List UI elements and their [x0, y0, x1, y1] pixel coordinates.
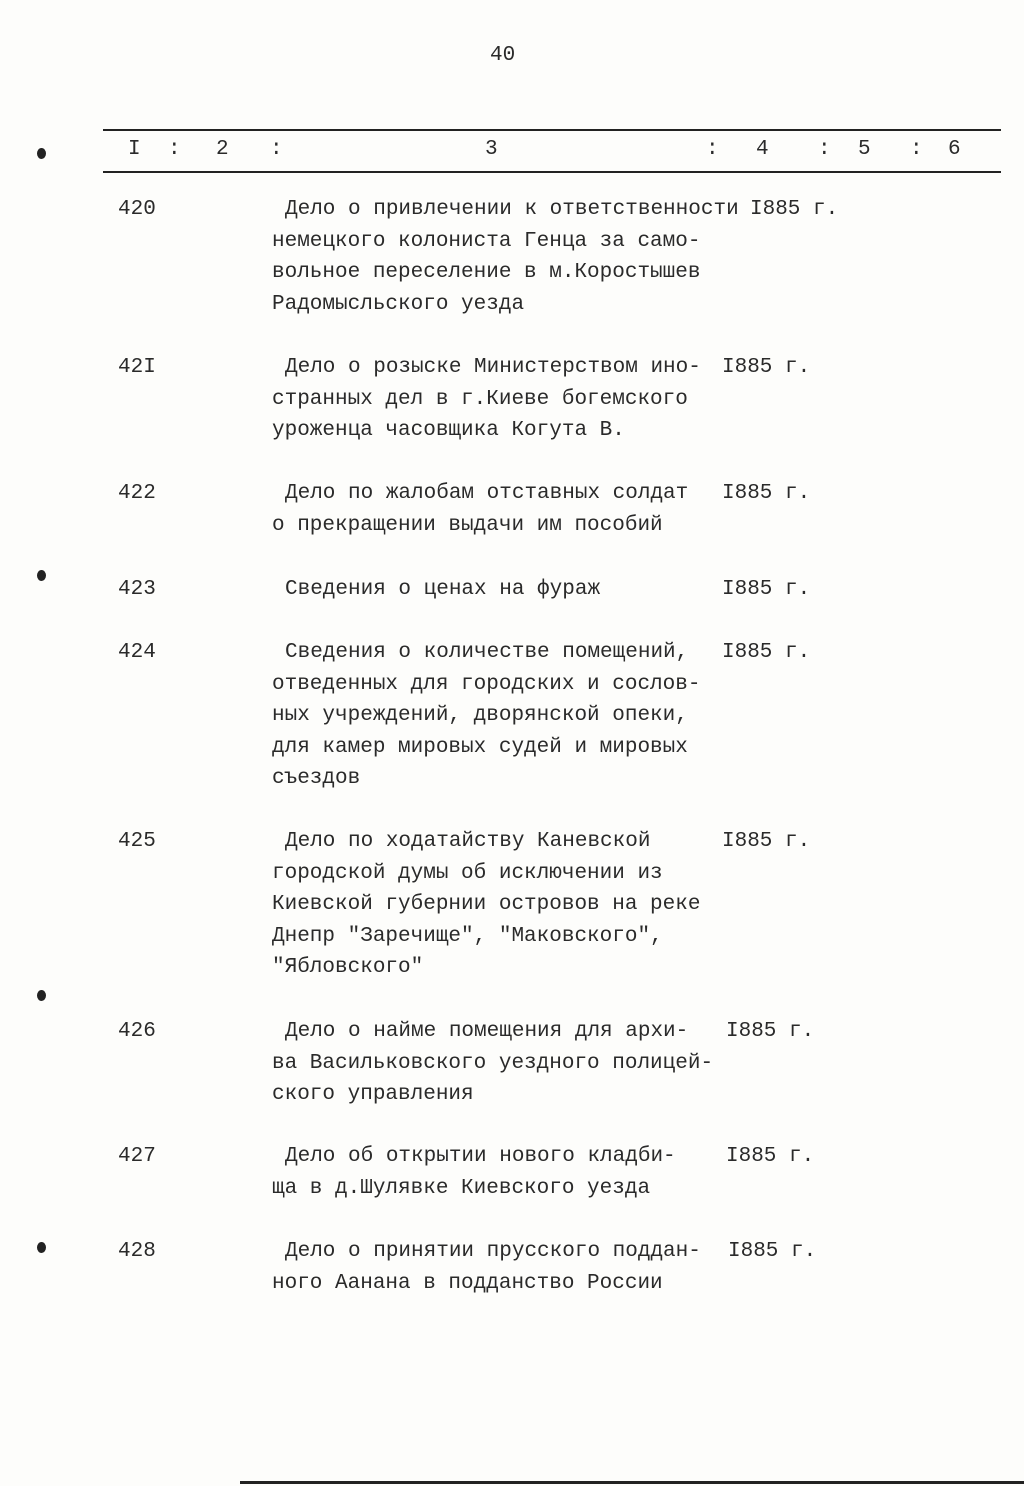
punch-hole-mark	[37, 570, 46, 581]
entry-description-line: Дело по жалобам отставных солдат	[285, 482, 689, 505]
entry-description-line: для камер мировых судей и мировых	[272, 735, 688, 759]
entry-description-line: ща в д.Шулявке Киевского уезда	[272, 1176, 651, 1200]
entry-description-line: ных учреждений, дворянской опеки,	[272, 704, 688, 727]
entry-description-line: съездов	[272, 767, 361, 790]
entry-description-line: отведенных для городских и сослов-	[272, 672, 701, 696]
entry-year: I885 г.	[722, 482, 811, 505]
entry-number: 422	[118, 482, 156, 505]
entry-description-line: Дело по ходатайству Каневской	[285, 830, 651, 853]
entry-description-line: Сведения о ценах на фураж	[285, 578, 601, 601]
entry-description-line: Дело о принятии прусского поддан-	[285, 1240, 701, 1263]
table-header-rule	[103, 171, 1001, 173]
entry-description-line: о прекращении выдачи им пособий	[272, 513, 663, 537]
entry-description-line: Киевской губернии островов на реке	[272, 893, 701, 916]
entry-description-line: Радомысльского уезда	[272, 292, 525, 316]
entry-description-line: Дело о найме помещения для архи-	[285, 1020, 689, 1043]
entry-description-line: вольное переселение в м.Коростышев	[272, 261, 701, 284]
entry-number: 425	[118, 830, 156, 853]
entry-description-line: ного Аанана в подданство России	[272, 1271, 663, 1295]
entry-description-line: Дело о розыске Министерством ино-	[285, 356, 701, 379]
column-header: 3	[485, 138, 498, 161]
column-separator: :	[168, 138, 181, 161]
column-header: 2	[216, 138, 229, 161]
entry-description-line: "Ябловского"	[272, 956, 424, 979]
entry-number: 428	[118, 1240, 156, 1263]
page-number: 40	[490, 44, 516, 67]
column-separator: :	[270, 138, 283, 161]
table-top-rule	[103, 129, 1001, 131]
entry-year: I885 г.	[726, 1145, 815, 1168]
column-header: 6	[948, 138, 961, 161]
punch-hole-mark	[37, 148, 46, 159]
entry-year: I885 г.	[722, 356, 811, 379]
entry-number: 420	[118, 198, 156, 221]
entry-description-line: ского управления	[272, 1083, 474, 1106]
entry-number: 423	[118, 578, 156, 601]
column-header: 4	[756, 138, 769, 161]
entry-description-line: Сведения о количестве помещений,	[285, 641, 689, 664]
entry-description-line: странных дел в г.Киеве богемского	[272, 387, 688, 411]
column-header: 5	[858, 138, 871, 161]
entry-description-line: ва Васильковского уездного полицей-	[272, 1051, 714, 1075]
column-header: I	[128, 138, 141, 161]
column-separator: :	[818, 138, 831, 161]
entry-year: I885 г.	[722, 830, 811, 853]
entry-year: I885 г.	[722, 641, 811, 664]
entry-number: 42I	[118, 356, 156, 379]
entry-year: I885 г.	[750, 198, 839, 221]
punch-hole-mark	[37, 990, 46, 1001]
entry-number: 424	[118, 641, 156, 664]
entry-number: 426	[118, 1020, 156, 1043]
entry-description-line: Дело об открытии нового кладби-	[285, 1145, 676, 1168]
entry-description-line: Днепр "Заречище", "Маковского",	[272, 924, 663, 948]
column-separator: :	[706, 138, 719, 161]
entry-year: I885 г.	[722, 578, 811, 601]
entry-number: 427	[118, 1145, 156, 1168]
entry-year: I885 г.	[726, 1020, 815, 1043]
entry-year: I885 г.	[728, 1240, 817, 1263]
entry-description-line: Дело о привлечении к ответственности	[285, 198, 739, 221]
punch-hole-mark	[37, 1242, 46, 1253]
page-bottom-rule	[240, 1481, 1024, 1484]
column-separator: :	[910, 138, 923, 161]
entry-description-line: немецкого колониста Генца за само-	[272, 229, 701, 253]
entry-description-line: городской думы об исключении из	[272, 861, 663, 885]
entry-description-line: уроженца часовщика Когута В.	[272, 419, 625, 442]
